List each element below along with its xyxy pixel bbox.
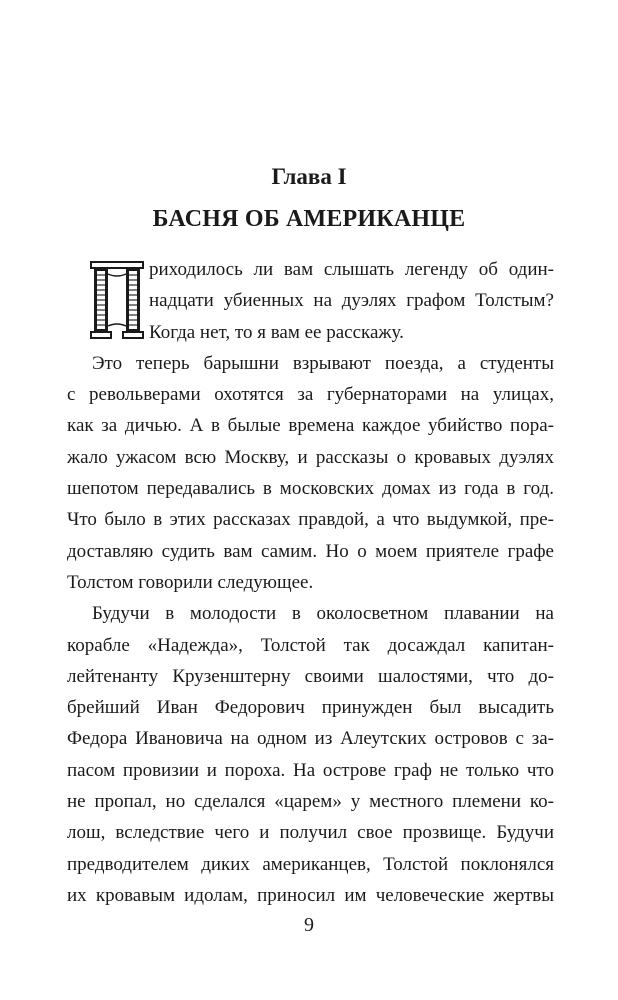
paragraph-3 xyxy=(67,598,554,911)
text-line: Федора Ивановича на одном из Алеутских островов с за- xyxy=(67,728,554,750)
text-line: надцати убиенных на дуэлях графом Толстым? xyxy=(149,290,554,312)
text-line: лейтенанту Крузенштерну своими шалостями, что до- xyxy=(67,665,554,687)
text-line: брейший Иван Федорович принужден был высадить xyxy=(67,697,554,719)
chapter-title: БАСНЯ ОБ АМЕРИКАНЦЕ xyxy=(152,206,466,232)
text-line: Что было в этих рассказах правдой, а что выдумкой, пре- xyxy=(67,509,554,531)
body-text xyxy=(67,254,554,911)
text-line: риходилось ли вам слышать легенду об один- xyxy=(149,259,554,280)
paragraph-1 xyxy=(67,254,554,348)
drop-cap-letter xyxy=(89,260,145,340)
page-number: 9 xyxy=(304,914,314,936)
paragraph-2 xyxy=(67,348,554,598)
text-line: предводителем диких американцев, Толстой поклонялся xyxy=(67,853,554,875)
text-line: не пропал, но сделался «царем» у местного племени ко- xyxy=(67,791,554,813)
text-line: лош, вследствие чего и получил свое прозвище. Будучи xyxy=(67,822,554,844)
text-line: с револьверами охотятся за губернаторами на улицах, xyxy=(67,384,554,406)
text-line: Когда нет, то я вам ее расскажу. xyxy=(149,321,404,343)
chapter-label: Глава I xyxy=(271,164,347,189)
text-line: пасом провизии и пороха. На острове граф не только что xyxy=(67,759,554,781)
text-line: корабле «Надежда», Толстой так досаждал капитан- xyxy=(67,634,554,656)
text-line: шепотом передавались в московских домах из года в год. xyxy=(67,478,554,500)
text-line: Толстом говорили следующее. xyxy=(67,571,314,593)
text-line: их кровавым идолам, приносил им человеческие жертвы xyxy=(67,884,554,906)
text-line: жало ужасом всю Москву, и рассказы о кровавых дуэлях xyxy=(67,446,554,468)
text-line: доставляю судить вам самим. Но о моем приятеле графе xyxy=(67,540,554,562)
text-line: Будучи в молодости в околосветном плавании на xyxy=(92,603,554,625)
text-line: Это теперь барышни взрывают поезда, а студенты xyxy=(92,352,554,374)
text-line: как за дичью. А в былые времена каждое убийство пора- xyxy=(67,415,554,437)
